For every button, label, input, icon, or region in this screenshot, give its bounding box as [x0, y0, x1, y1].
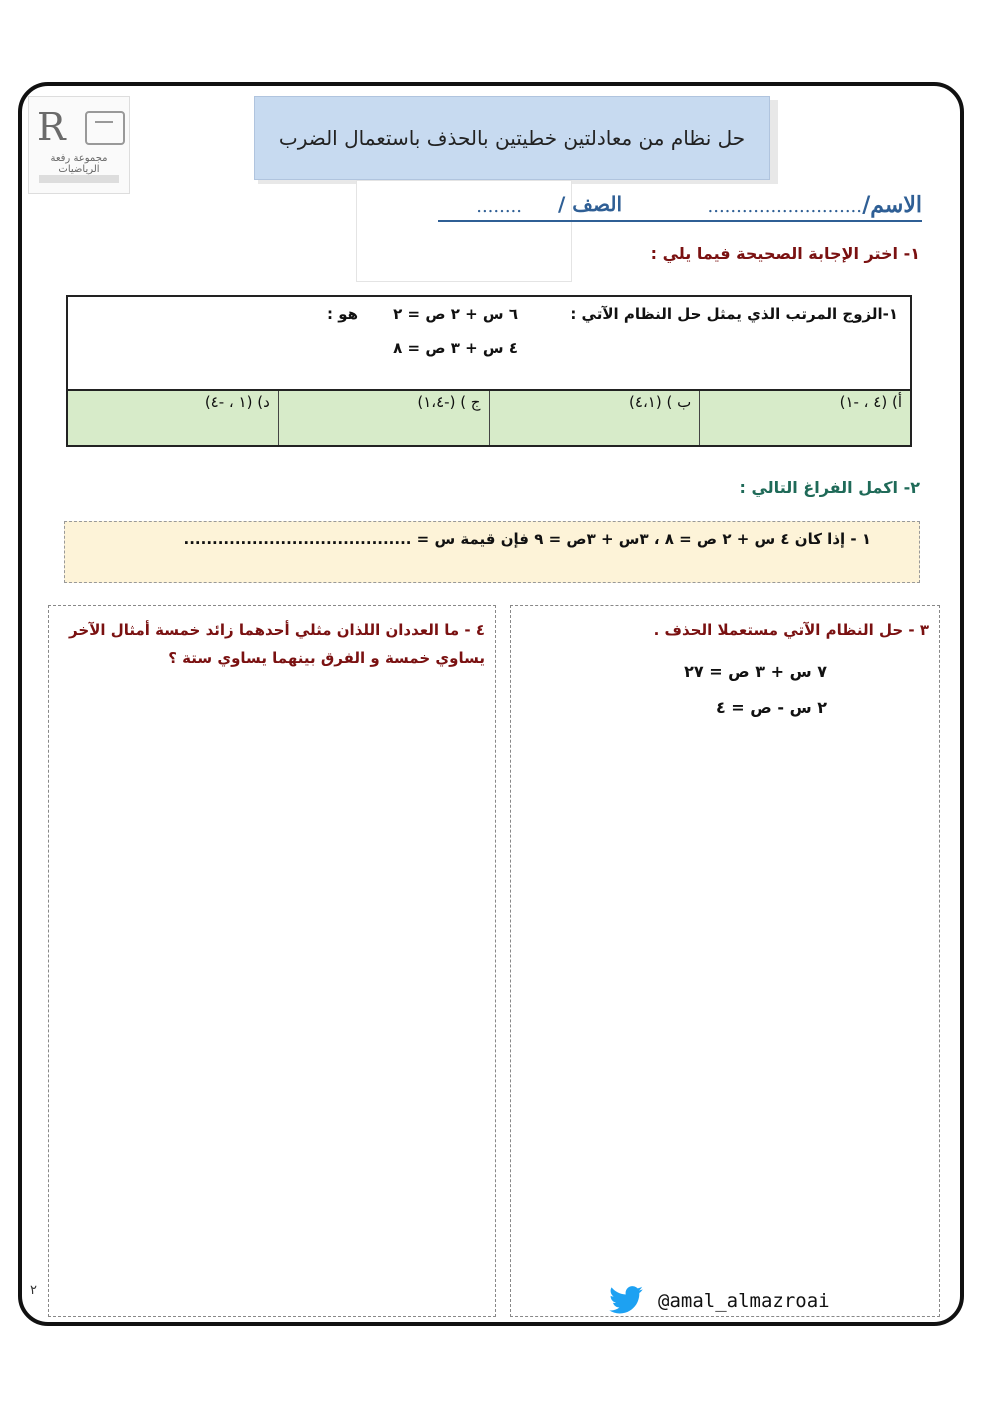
- name-label: الاسم/: [862, 192, 922, 218]
- choice-b[interactable]: ب ) (٤،١): [489, 391, 700, 445]
- equation-1: ٦ س + ٢ ص = ٢: [393, 305, 518, 323]
- student-info: [438, 192, 922, 226]
- choice-a[interactable]: أ) (٤ ، -١): [699, 391, 910, 445]
- class-label: الصف /: [558, 192, 622, 216]
- name-underline: [438, 220, 922, 222]
- problem-3-equation-1: ٧ س + ٣ ص = ٢٧: [684, 662, 827, 681]
- choices-row: [68, 389, 910, 445]
- page-number: ٢: [30, 1283, 37, 1298]
- problem-3-equation-2: ٢ س - ص = ٤: [715, 698, 827, 717]
- twitter-icon: [608, 1286, 644, 1314]
- logo-text: مجموعة رفعة الرياضيات: [50, 153, 108, 175]
- class-field[interactable]: ........: [476, 196, 522, 217]
- problem-4-box[interactable]: [48, 605, 496, 1317]
- problem-3-box[interactable]: [510, 605, 940, 1317]
- books-icon: [85, 111, 125, 145]
- name-field[interactable]: ...........................: [707, 196, 862, 217]
- twitter-handle[interactable]: @amal_almazroai: [658, 1290, 830, 1312]
- mcq-table: [66, 295, 912, 447]
- section2-heading: ٢- اكمل الفراغ التالي :: [739, 478, 920, 497]
- choice-d[interactable]: د) (١ ، -٤): [68, 391, 278, 445]
- logo-mark: R: [37, 105, 66, 149]
- logo-bar: [39, 175, 119, 183]
- fill-in-blank[interactable]: ١ - إذا كان ٤ س + ٢ ص = ٨ ، ٣س + ٣ص = ٩ فإن قيمة س = ........................................: [64, 521, 920, 583]
- problem-3-heading: ٣ - حل النظام الآتي مستعملا الحذف .: [653, 621, 929, 639]
- question-text: ١-الزوج المرتب الذي يمثل حل النظام الآتي :: [570, 305, 898, 323]
- section1-heading: ١- اختر الإجابة الصحيحة فيما يلي :: [650, 244, 920, 263]
- is-label: هو :: [326, 305, 358, 323]
- logo: [28, 96, 130, 194]
- worksheet-title: حل نظام من معادلتين خطيتين بالحذف باستعمال الضرب: [254, 96, 770, 180]
- problem-4-heading: ٤ - ما العددان اللذان مثلي أحدهما زائد خمسة أمثال الآخر يساوي خمسة و الفرق بينهما يساوي ستة ؟: [69, 621, 485, 667]
- choice-c[interactable]: ج ) (-١،٤): [278, 391, 489, 445]
- equation-2: ٤ س + ٣ ص = ٨: [393, 339, 518, 357]
